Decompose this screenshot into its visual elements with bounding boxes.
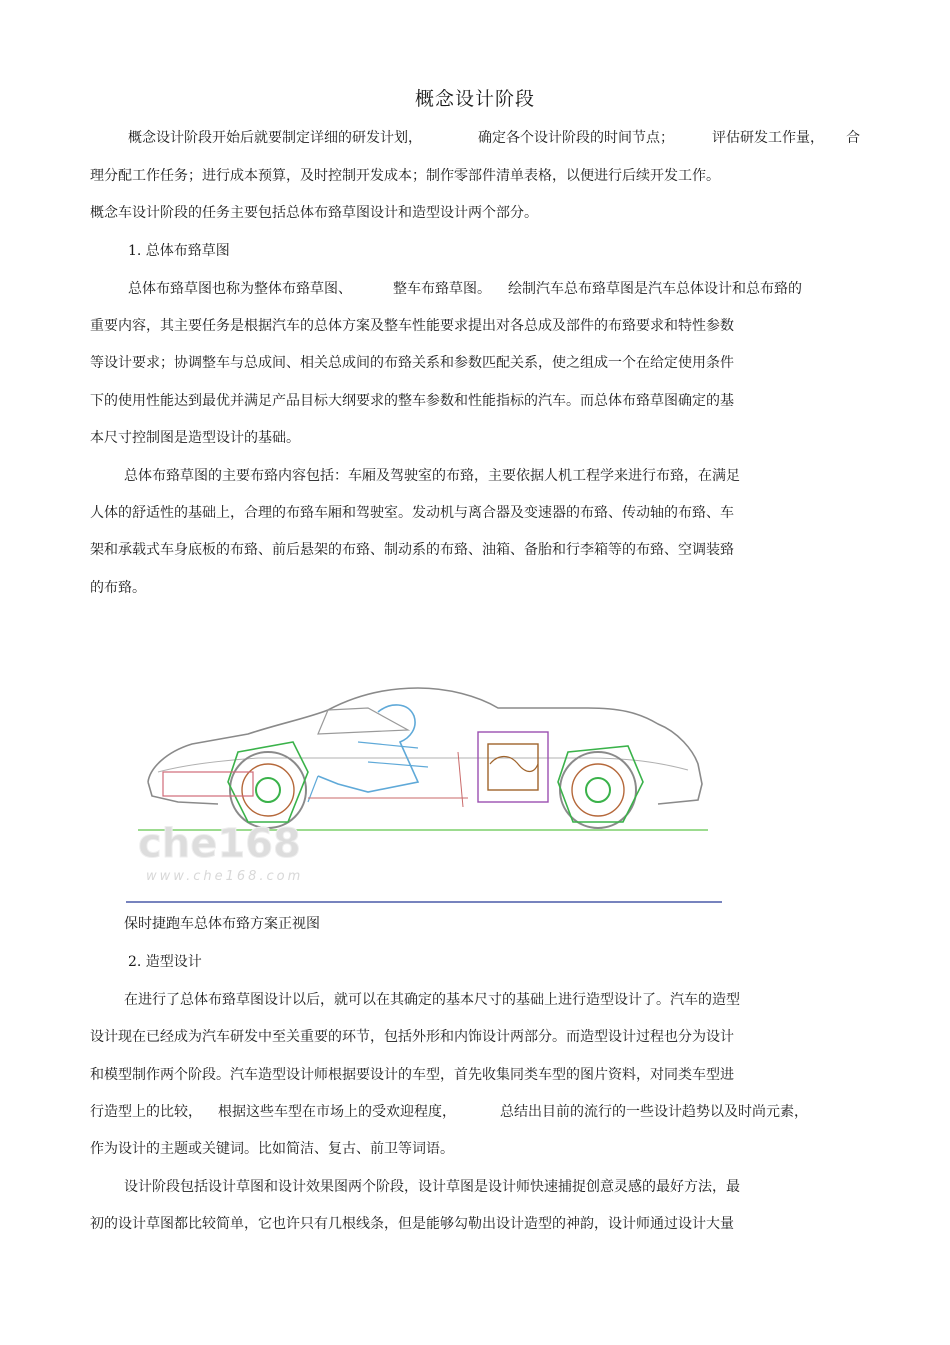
s1-p1-line-1c: 绘制汽车总布臵草图是汽车总体设计和总布臵的 [508, 281, 802, 297]
s1-p1-line-5: 本尺寸控制图是造型设计的基础。 [90, 430, 300, 446]
intro-line-2: 理分配工作任务；进行成本预算，及时控制开发成本；制作零部件清单表格，以便进行后续开发工作。 [90, 168, 720, 184]
intro-line-3: 概念车设计阶段的任务主要包括总体布臵草图设计和造型设计两个部分。 [90, 205, 538, 221]
s2-p1-line-5: 作为设计的主题或关键词。比如简洁、复古、前卫等词语。 [90, 1141, 454, 1157]
intro-line-1b: 确定各个设计阶段的时间节点； [478, 130, 674, 146]
intro-line-1d: 合 [846, 130, 860, 146]
s1-p1-line-4: 下的使用性能达到最优并满足产品目标大纲要求的整车参数和性能指标的汽车。而总体布臵草图确定的基 [90, 393, 734, 409]
car-layout-figure [118, 672, 724, 907]
intro-line-1c: 评估研发工作量， [712, 130, 824, 146]
section-2-heading: 2. 造型设计 [128, 954, 202, 970]
section-1-heading: 1. 总体布臵草图 [128, 243, 230, 259]
s2-p1-line-4a: 行造型上的比较， [90, 1104, 202, 1120]
s2-p1-line-1: 在进行了总体布臵草图设计以后，就可以在其确定的基本尺寸的基础上进行造型设计了。汽车的造型 [124, 992, 740, 1008]
s2-p1-line-4c: 总结出目前的流行的一些设计趋势以及时尚元素， [500, 1104, 808, 1120]
watermark-logo: che168 [138, 821, 301, 867]
s1-p2-line-2: 人体的舒适性的基础上，合理的布臵车厢和驾驶室。发动机与离合器及变速器的布臵、传动轴的布臵、车 [90, 505, 734, 521]
s1-p1-line-3: 等设计要求；协调整车与总成间、相关总成间的布臵关系和参数匹配关系，使之组成一个在给定使用条件 [90, 355, 734, 371]
figure-caption: 保时捷跑车总体布臵方案正视图 [124, 916, 320, 932]
s1-p1-line-2: 重要内容，其主要任务是根据汽车的总体方案及整车性能要求提出对各总成及部件的布臵要求和特性参数 [90, 318, 734, 334]
s2-p1-line-2: 设计现在已经成为汽车研发中至关重要的环节，包括外形和内饰设计两部分。而造型设计过程也分为设计 [90, 1029, 734, 1045]
s2-p2-line-2: 初的设计草图都比较简单，它也许只有几根线条，但是能够勾勒出设计造型的神韵，设计师通过设计大量 [90, 1216, 734, 1232]
s1-p2-line-4: 的布臵。 [90, 580, 146, 596]
s2-p2-line-1: 设计阶段包括设计草图和设计效果图两个阶段，设计草图是设计师快速捕捉创意灵感的最好方法，最 [124, 1179, 740, 1195]
s1-p2-line-3: 架和承载式车身底板的布臵、前后悬架的布臵、制动系的布臵、油箱、备胎和行李箱等的布臵、空调装臵 [90, 542, 734, 558]
s1-p1-line-1a: 总体布臵草图也称为整体布臵草图、 [128, 281, 352, 297]
s2-p1-line-4b: 根据这些车型在市场上的受欢迎程度， [218, 1104, 456, 1120]
s1-p1-line-1b: 整车布臵草图。 [393, 281, 491, 297]
s1-p2-line-1: 总体布臵草图的主要布臵内容包括：车厢及驾驶室的布臵，主要依据人机工程学来进行布臵，在满足 [124, 468, 740, 484]
watermark-url: www.che168.com [146, 869, 304, 884]
car-layout-drawing [118, 672, 724, 907]
s2-p1-line-3: 和模型制作两个阶段。汽车造型设计师根据要设计的车型，首先收集同类车型的图片资料，对同类车型进 [90, 1067, 734, 1083]
intro-line-1a: 概念设计阶段开始后就要制定详细的研发计划， [128, 130, 422, 146]
page-title: 概念设计阶段 [414, 88, 535, 110]
